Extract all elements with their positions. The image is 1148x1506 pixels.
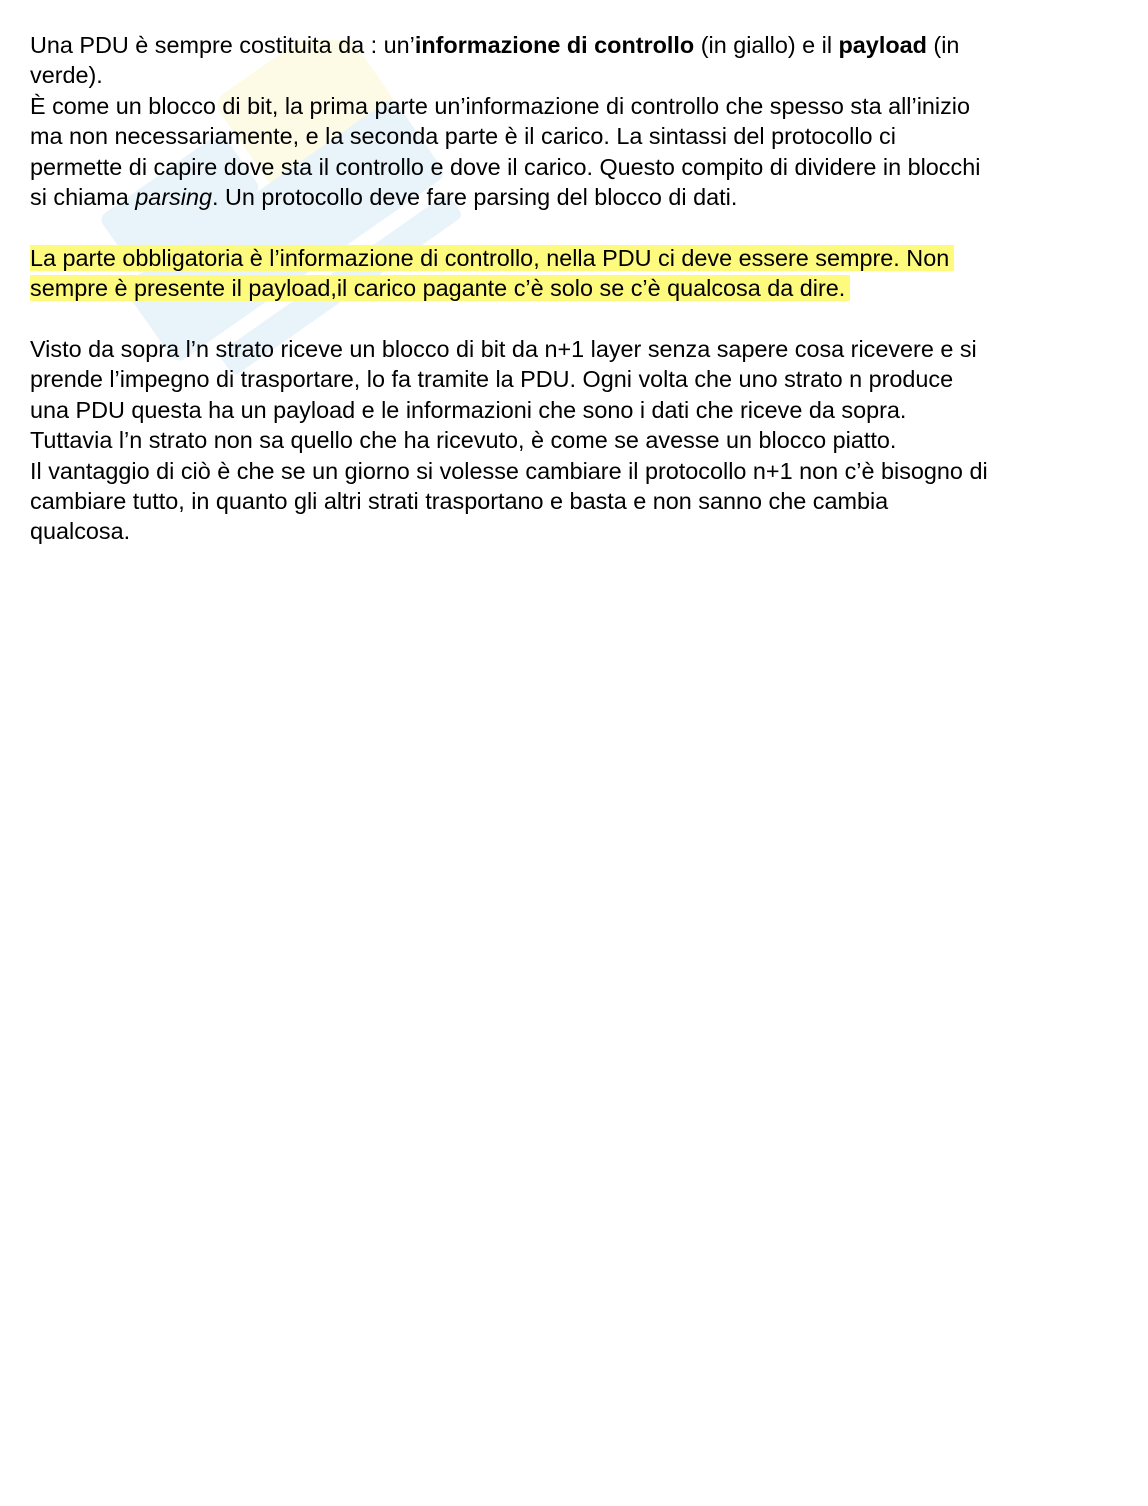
paragraph-layer-view: [30, 334, 1120, 547]
highlighted-line: sempre è presente il payload,il carico pagante c’è solo se c’è qualcosa da dire.: [30, 273, 1120, 303]
text-line: una PDU questa ha un payload e le informazioni che sono i dati che riceve da sopra.: [30, 396, 907, 423]
text-line: permette di capire dove sta il controllo e dove il carico. Questo compito di dividere in blocchi: [30, 153, 981, 180]
bold-term-payload: payload: [838, 32, 927, 58]
text-line: È come un blocco di bit, la prima parte un’informazione di controllo che spesso sta all’inizio: [30, 92, 970, 119]
text-line: Tuttavia l’n strato non sa quello che ha ricevuto, è come se avesse un blocco piatto.: [30, 427, 897, 454]
paragraph-highlighted: [30, 243, 1120, 304]
paragraph-pdu-definition: [30, 30, 1120, 212]
text-line: Il vantaggio di ciò è che se un giorno si volesse cambiare il protocollo n+1 non c’è bisogno di: [30, 457, 988, 484]
text-line: Una PDU è sempre costituita da : un’informazione di controllo (in giallo) e il payload (in: [30, 32, 960, 58]
italic-term-parsing: parsing: [135, 184, 213, 211]
text-line: ma non necessariamente, e la seconda parte è il carico. La sintassi del protocollo ci: [30, 123, 896, 150]
bold-term-control-info: informazione di controllo: [414, 32, 695, 58]
document-body: [30, 30, 1120, 577]
text-line: prende l’impegno di trasportare, lo fa tramite la PDU. Ogni volta che uno strato n produce: [30, 366, 954, 393]
text-line: Visto da sopra l’n strato riceve un blocco di bit da n+1 layer senza sapere cosa ricevere e si: [30, 336, 977, 363]
text-line: verde).: [30, 62, 103, 89]
text-line: qualcosa.: [30, 518, 131, 545]
text-line: si chiama parsing. Un protocollo deve fare parsing del blocco di dati.: [30, 184, 738, 211]
text-line: cambiare tutto, in quanto gli altri strati trasportano e basta e non sanno che cambia: [30, 488, 889, 515]
highlighted-line: La parte obbligatoria è l’informazione di controllo, nella PDU ci deve essere sempre. Non: [30, 243, 1120, 273]
